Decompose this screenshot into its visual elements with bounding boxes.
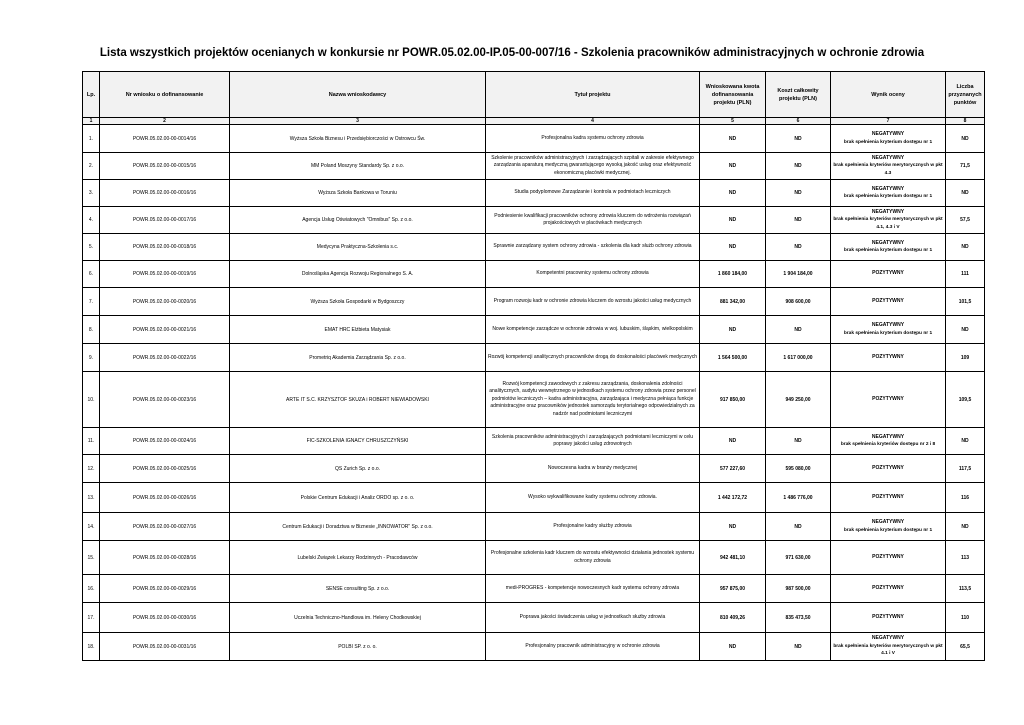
cell-application-number: POWR.05.02.00-00-0020/16: [100, 288, 230, 316]
cell-total-cost: 987 500,00: [766, 575, 831, 603]
cell-applicant-name: Agencja Usług Oświatowych "Omnibus" Sp. z o.o.: [230, 207, 486, 234]
cell-evaluation-result: [831, 428, 946, 455]
cell-lp: 13.: [83, 483, 100, 513]
cell-lp: 7.: [83, 288, 100, 316]
header-row: [83, 72, 985, 118]
cell-lp: 5.: [83, 234, 100, 261]
table-row: [83, 344, 985, 372]
result-status: POZYTYWNY: [872, 464, 904, 471]
cell-project-title: Nowoczesna kadra w branży medycznej: [486, 455, 700, 483]
cell-application-number: POWR.05.02.00-00-0024/16: [100, 428, 230, 455]
result-reason: brak spełnienia kryterium dostępu nr 1: [843, 330, 933, 336]
cell-requested-amount: 957 875,00: [700, 575, 766, 603]
cell-evaluation-result: [831, 288, 946, 316]
cell-points: 65,5: [946, 633, 985, 661]
cell-total-cost: 1 617 000,00: [766, 344, 831, 372]
header-application-number: Nr wniosku o dofinansowanie: [100, 72, 230, 118]
cell-lp: 3.: [83, 180, 100, 207]
result-reason: brak spełnienia kryteriów dostępu nr 2 i 8: [840, 442, 936, 447]
cell-application-number: POWR.05.02.00-00-0031/16: [100, 633, 230, 661]
cell-application-number: POWR.05.02.00-00-0018/16: [100, 234, 230, 261]
table-row: [83, 261, 985, 288]
cell-points: 113,5: [946, 575, 985, 603]
cell-requested-amount: ND: [700, 234, 766, 261]
cell-points: 101,5: [946, 288, 985, 316]
cell-lp: 15.: [83, 541, 100, 575]
cell-project-title: Kompetentni pracownicy systemu ochrony zdrowia: [486, 261, 700, 288]
cell-evaluation-result: [831, 261, 946, 288]
table-row: [83, 288, 985, 316]
cell-lp: 16.: [83, 575, 100, 603]
table-row: [83, 125, 985, 153]
cell-project-title: Wysoko wykwalifikowane kadry systemu ochrony zdrowia.: [486, 483, 700, 513]
table-row: [83, 180, 985, 207]
cell-evaluation-result: [831, 372, 946, 428]
cell-requested-amount: ND: [700, 316, 766, 344]
cell-application-number: POWR.05.02.00-00-0019/16: [100, 261, 230, 288]
cell-requested-amount: 1 564 500,00: [700, 344, 766, 372]
table-row: [83, 455, 985, 483]
cell-total-cost: ND: [766, 633, 831, 661]
cell-applicant-name: EMAT HRC Elżbieta Matysiak: [230, 316, 486, 344]
cell-application-number: POWR.05.02.00-00-0023/16: [100, 372, 230, 428]
cell-requested-amount: ND: [700, 180, 766, 207]
page-title: Lista wszystkich projektów ocenianych w konkursie nr POWR.05.02.00-IP.05-00-007/16 - Szkolenia pracowników administracyjnych w ochronie zdrowia: [99, 47, 925, 59]
result-reason: brak spełnienia kryterium dostępu nr 1: [843, 248, 933, 253]
cell-evaluation-result: [831, 180, 946, 207]
table-row: [83, 153, 985, 180]
cell-lp: 12.: [83, 455, 100, 483]
cell-application-number: POWR.05.02.00-00-0017/16: [100, 207, 230, 234]
cell-applicant-name: Uczelnia Techniczno-Handlowa im. Heleny Chodkowskiej: [230, 603, 486, 633]
cell-evaluation-result: [831, 125, 946, 153]
cell-applicant-name: Centrum Edukacji i Doradztwa w Biznesie „INNOWATOR" Sp. z o.o.: [230, 513, 486, 541]
table-row: [83, 483, 985, 513]
cell-project-title: Profesjonalne szkolenia kadr kluczem do wzrostu efektywności działania jednostek systemu ochrony zdrowia: [486, 541, 700, 575]
column-number: 7: [831, 118, 946, 125]
cell-evaluation-result: [831, 483, 946, 513]
cell-applicant-name: Prometriq Akademia Zarządzania Sp. z o.o.: [230, 344, 486, 372]
cell-application-number: POWR.05.02.00-00-0022/16: [100, 344, 230, 372]
result-status: POZYTYWNY: [872, 297, 904, 304]
cell-requested-amount: ND: [700, 633, 766, 661]
cell-points: ND: [946, 180, 985, 207]
cell-lp: 1.: [83, 125, 100, 153]
cell-total-cost: ND: [766, 428, 831, 455]
cell-points: 110: [946, 603, 985, 633]
result-status: POZYTYWNY: [872, 395, 904, 402]
cell-total-cost: 1 486 776,00: [766, 483, 831, 513]
cell-evaluation-result: [831, 344, 946, 372]
table-row: [83, 234, 985, 261]
result-status: NEGATYWNY: [871, 131, 905, 137]
cell-project-title: Szkolenia pracowników administracyjnych i zarządzających podmiotami leczniczymi w celu poprawy jakości usług zdrowotnych: [486, 428, 700, 455]
cell-applicant-name: Polskie Centrum Edukacji i Analiz ORDO sp. z o. o.: [230, 483, 486, 513]
cell-lp: 8.: [83, 316, 100, 344]
cell-total-cost: 949 250,00: [766, 372, 831, 428]
cell-project-title: Rozwój kompetencji zawodowych z zakresu zarządzania, doskonalenia zdolności analitycznych, audytu wewnętrznego w jednostkach systemu ochrony zdrowia przez personel podmiotów leczniczych – kadra administracyjna, zarządzająca i medyczna pełniąca funkcje administracyjne oraz pracowników jednostek samorządu terytorialnego odpowiedzialnych za nadzór nad podmiotami leczniczymi: [486, 372, 700, 428]
result-reason: brak spełnienia kryteriów merytorycznych w pkt 4.3: [833, 163, 943, 176]
cell-requested-amount: 942 481,10: [700, 541, 766, 575]
cell-requested-amount: 917 850,00: [700, 372, 766, 428]
cell-points: ND: [946, 234, 985, 261]
cell-evaluation-result: [831, 575, 946, 603]
cell-application-number: POWR.05.02.00-00-0015/16: [100, 153, 230, 180]
result-status: NEGATYWNY: [871, 208, 905, 215]
cell-application-number: POWR.05.02.00-00-0028/16: [100, 541, 230, 575]
cell-total-cost: 835 473,50: [766, 603, 831, 633]
cell-application-number: POWR.05.02.00-00-0027/16: [100, 513, 230, 541]
result-reason: brak spełnienia kryterium dostępu nr 1: [843, 527, 933, 533]
cell-project-title: Sprawnie zarządzany system ochrony zdrowia - szkolenia dla kadr służb ochrony zdrowia: [486, 234, 700, 261]
result-reason: brak spełnienia kryteriów merytorycznych w pkt 4.1 i V: [833, 643, 943, 657]
column-number-row: [83, 118, 985, 125]
cell-points: ND: [946, 125, 985, 153]
cell-requested-amount: 577 227,60: [700, 455, 766, 483]
cell-requested-amount: ND: [700, 125, 766, 153]
result-reason: brak spełnienia kryteriów merytorycznych w pkt 4.1, 4.3 i V: [833, 217, 943, 230]
cell-evaluation-result: [831, 316, 946, 344]
cell-total-cost: ND: [766, 180, 831, 207]
cell-applicant-name: FIC-SZKOLENIA IGNACY CHRUSZCZYŃSKI: [230, 428, 486, 455]
cell-project-title: medi-PROGRES - kompetencje nowoczesnych kadr systemu ochrony zdrowia: [486, 575, 700, 603]
cell-lp: 6.: [83, 261, 100, 288]
result-status: POZYTYWNY: [872, 613, 904, 620]
cell-application-number: POWR.05.02.00-00-0029/16: [100, 575, 230, 603]
projects-table: [82, 71, 985, 661]
cell-points: 117,5: [946, 455, 985, 483]
cell-requested-amount: ND: [700, 513, 766, 541]
header-total-cost: Koszt całkowity projektu (PLN): [766, 72, 831, 118]
cell-application-number: POWR.05.02.00-00-0026/16: [100, 483, 230, 513]
result-status: NEGATYWNY: [871, 185, 905, 192]
table-row: [83, 372, 985, 428]
cell-requested-amount: 1 442 172,72: [700, 483, 766, 513]
cell-project-title: Profesjonalne kadry służby zdrowia: [486, 513, 700, 541]
cell-lp: 14.: [83, 513, 100, 541]
cell-project-title: Profesjonalny pracownik administracyjny w ochronie zdrowia: [486, 633, 700, 661]
cell-applicant-name: Wyższa Szkoła Gospodarki w Bydgoszczy: [230, 288, 486, 316]
result-status: POZYTYWNY: [872, 353, 904, 360]
result-status: NEGATYWNY: [871, 154, 905, 161]
result-reason: brak spełnienia kryterium dostępu nr 1: [843, 139, 933, 145]
result-status: POZYTYWNY: [872, 493, 904, 500]
cell-points: 111: [946, 261, 985, 288]
cell-project-title: Poprawa jakości świadczenia usług w jednostkach służby zdrowia: [486, 603, 700, 633]
cell-lp: 17.: [83, 603, 100, 633]
cell-evaluation-result: [831, 207, 946, 234]
header-requested-amount: Wnioskowana kwota dofinansowania projektu (PLN): [700, 72, 766, 118]
cell-project-title: Program rozwoju kadr w ochronie zdrowia kluczem do wzrostu jakości usług medycznych: [486, 288, 700, 316]
cell-requested-amount: ND: [700, 428, 766, 455]
cell-project-title: Nowe kompetencje zarządcze w ochronie zdrowia w woj. lubuskim, śląskim, wielkopolskim: [486, 316, 700, 344]
cell-evaluation-result: [831, 455, 946, 483]
cell-points: ND: [946, 428, 985, 455]
result-status: POZYTYWNY: [872, 553, 904, 560]
cell-project-title: Profesjonalna kadra systemu ochrony zdrowia: [486, 125, 700, 153]
table-row: [83, 541, 985, 575]
cell-application-number: POWR.05.02.00-00-0030/16: [100, 603, 230, 633]
cell-total-cost: 595 080,00: [766, 455, 831, 483]
column-number: 5: [700, 118, 766, 125]
cell-total-cost: 1 904 184,00: [766, 261, 831, 288]
cell-points: ND: [946, 513, 985, 541]
cell-points: 109,5: [946, 372, 985, 428]
cell-evaluation-result: [831, 603, 946, 633]
cell-points: 109: [946, 344, 985, 372]
cell-project-title: Szkolenie pracowników administracyjnych i zarządzających szpitali w zakresie efektywnego zarządzania aparaturą medyczną gwarantującego wysoką jakość usług oraz efektywność ekonomiczną placówki medycznej.: [486, 153, 700, 180]
cell-total-cost: ND: [766, 207, 831, 234]
cell-application-number: POWR.05.02.00-00-0016/16: [100, 180, 230, 207]
header-lp: Lp.: [83, 72, 100, 118]
cell-applicant-name: Wyższa Szkoła Bankowa w Toruniu: [230, 180, 486, 207]
cell-application-number: POWR.05.02.00-00-0014/16: [100, 125, 230, 153]
result-status: NEGATYWNY: [871, 239, 905, 246]
cell-evaluation-result: [831, 541, 946, 575]
cell-requested-amount: 1 860 184,00: [700, 261, 766, 288]
cell-requested-amount: ND: [700, 153, 766, 180]
cell-applicant-name: ARTE IT S.C. KRZYSZTOF SKUZA i ROBERT NIEWIADOWSKI: [230, 372, 486, 428]
header-evaluation-result: Wynik oceny: [831, 72, 946, 118]
result-reason: brak spełnienia kryterium dostępu nr 1: [843, 194, 933, 199]
cell-project-title: Studia podyplomowe Zarządzanie i kontrola w podmiotach leczniczych: [486, 180, 700, 207]
cell-applicant-name: MM Poland Moszyny Standardy Sp. z o.o.: [230, 153, 486, 180]
cell-total-cost: ND: [766, 513, 831, 541]
table-row: [83, 575, 985, 603]
cell-points: 113: [946, 541, 985, 575]
cell-points: ND: [946, 316, 985, 344]
table-row: [83, 207, 985, 234]
result-status: NEGATYWNY: [871, 433, 905, 440]
cell-total-cost: 971 630,00: [766, 541, 831, 575]
table-row: [83, 513, 985, 541]
cell-lp: 11.: [83, 428, 100, 455]
cell-total-cost: ND: [766, 234, 831, 261]
cell-evaluation-result: [831, 513, 946, 541]
column-number: 3: [230, 118, 486, 125]
cell-requested-amount: 810 409,26: [700, 603, 766, 633]
table-row: [83, 603, 985, 633]
cell-project-title: Rozwój kompetencji analitycznych pracowników drogą do doskonałości placówek medycznych: [486, 344, 700, 372]
cell-application-number: POWR.05.02.00-00-0025/16: [100, 455, 230, 483]
column-number: 6: [766, 118, 831, 125]
header-project-title: Tytuł projektu: [486, 72, 700, 118]
cell-total-cost: ND: [766, 125, 831, 153]
cell-applicant-name: Dolnośląska Agencja Rozwoju Regionalnego S. A.: [230, 261, 486, 288]
cell-lp: 4.: [83, 207, 100, 234]
cell-evaluation-result: [831, 153, 946, 180]
cell-applicant-name: POLBI SP. z o. o.: [230, 633, 486, 661]
cell-points: 71,5: [946, 153, 985, 180]
column-number: 2: [100, 118, 230, 125]
header-applicant-name: Nazwa wnioskodawcy: [230, 72, 486, 118]
cell-lp: 9.: [83, 344, 100, 372]
cell-lp: 2.: [83, 153, 100, 180]
table-row: [83, 316, 985, 344]
cell-total-cost: ND: [766, 316, 831, 344]
cell-project-title: Podniesienie kwalifikacji pracowników ochrony zdrowia kluczem do wdrożenia rozwiązań projakościowych w placówkach medycznych: [486, 207, 700, 234]
cell-applicant-name: Medycyna Praktyczna-Szkolenia s.c.: [230, 234, 486, 261]
result-status: NEGATYWNY: [871, 322, 905, 328]
cell-requested-amount: ND: [700, 207, 766, 234]
cell-points: 57,5: [946, 207, 985, 234]
cell-evaluation-result: [831, 633, 946, 661]
cell-total-cost: ND: [766, 153, 831, 180]
result-status: POZYTYWNY: [872, 270, 904, 277]
cell-requested-amount: 881 342,00: [700, 288, 766, 316]
cell-lp: 10.: [83, 372, 100, 428]
cell-lp: 18.: [83, 633, 100, 661]
header-points: Liczba przyznanych punktów: [946, 72, 985, 118]
cell-points: 116: [946, 483, 985, 513]
table-row: [83, 633, 985, 661]
cell-evaluation-result: [831, 234, 946, 261]
column-number: 8: [946, 118, 985, 125]
column-number: 1: [83, 118, 100, 125]
cell-applicant-name: Wyższa Szkoła Biznesu i Przedsiębiorczości w Ostrowcu Św.: [230, 125, 486, 153]
cell-applicant-name: SENSE consulting Sp. z o.o.: [230, 575, 486, 603]
result-status: POZYTYWNY: [872, 584, 904, 591]
cell-applicant-name: QS Zurich Sp. z o.o.: [230, 455, 486, 483]
result-status: NEGATYWNY: [871, 519, 905, 525]
table-row: [83, 428, 985, 455]
column-number: 4: [486, 118, 700, 125]
cell-application-number: POWR.05.02.00-00-0021/16: [100, 316, 230, 344]
cell-applicant-name: Lubelski Związek Lekarzy Rodzinnych - Pracodawców: [230, 541, 486, 575]
cell-total-cost: 908 600,00: [766, 288, 831, 316]
result-status: NEGATYWNY: [871, 635, 905, 642]
